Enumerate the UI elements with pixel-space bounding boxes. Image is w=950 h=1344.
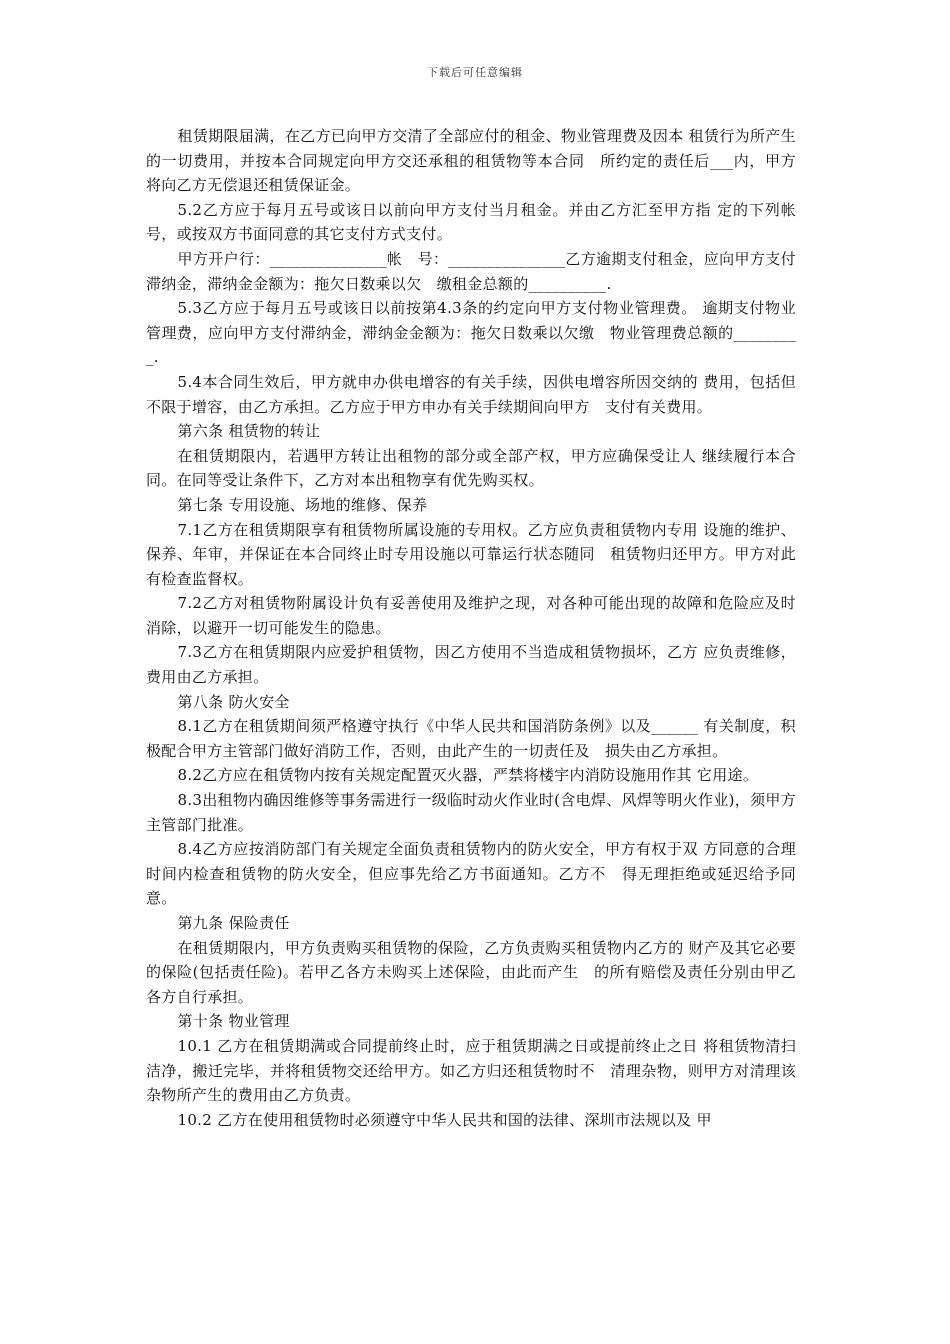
paragraph-8-1: 8.1乙方在租赁期间须严格遵守执行《中华人民共和国消防条例》以及______ 有关制度，积极配合甲方主管部门做好消防工作，否则，由此产生的一切责任及 损失由乙方承担。 <box>146 717 796 760</box>
paragraph-5-3: 5.3乙方应于每月五号或该日以前按第4.3条的约定向甲方支付物业管理费。 逾期支付物业管理费，应向甲方支付滞纳金，滞纳金金额为：拖欠日数乘以欠缴 物业管理费总额的_________. <box>146 299 796 367</box>
paragraph-10-1: 10.1 乙方在租赁期满或合同提前终止时，应于租赁期满之日或提前终止之日 将租赁物清扫洁净，搬迁完毕，并将租赁物交还给甲方。如乙方归还租赁物时不 清理杂物，则甲方对清理该杂物所产生的费用由乙方负责。 <box>146 1036 796 1105</box>
article-6-heading: 第六条 租赁物的转让 <box>177 422 321 441</box>
paragraph-5-2: 5.2乙方应于每月五号或该日以前向甲方支付当月租金。并由乙方汇至甲方指 定的下列帐号，或按双方书面同意的其它支付方式支付。 <box>146 200 796 244</box>
article-8-heading: 第八条 防火安全 <box>177 692 290 711</box>
paragraph-8-2: 8.2乙方应在租赁物内按有关规定配置灭火器，严禁将楼宇内消防设施用作其 它用途。 <box>177 766 759 785</box>
paragraph-10-2: 10.2 乙方在使用租赁物时必须遵守中华人民共和国的法律、深圳市法规以及 甲 <box>177 1110 712 1129</box>
paragraph-8-4: 8.4乙方应按消防部门有关规定全面负责租赁物内的防火安全，甲方有权于双 方同意的合理时间内检查租赁物的防火安全，但应事先给乙方书面通知。乙方不 得无理拒绝或延迟给予同意。 <box>146 840 796 908</box>
article-9-heading: 第九条 保险责任 <box>177 914 290 932</box>
paragraph-5-4: 5.4本合同生效后，甲方就申办供电增容的有关手续，因供电增容所因交纳的 费用，包括但不限于增容，由乙方承担。乙方应于甲方申办有关手续期间向甲方 支付有关费用。 <box>146 372 796 416</box>
document-body <box>146 124 796 1132</box>
paragraph-9: 在租赁期限内，甲方负责购买租赁物的保险，乙方负责购买租赁物内乙方的 财产及其它必要的保险(包括责任险)。若甲乙各方未购买上述保险，由此而产生 的所有赔偿及责任分别由甲乙各方自行承担。 <box>146 938 796 1006</box>
article-7-heading: 第七条 专用设施、场地的维修、保养 <box>177 495 428 514</box>
paragraph-6: 在租赁期限内，若遇甲方转让出租物的部分或全部产权，甲方应确保受让人 继续履行本合同。在同等受让条件下，乙方对本出租物享有优先购买权。 <box>146 446 796 490</box>
article-10-heading: 第十条 物业管理 <box>177 1012 290 1031</box>
paragraph-deposit-return: 租赁期限届满，在乙方已向甲方交清了全部应付的租金、物业管理费及因本 租赁行为所产生的一切费用，并按本合同规定向甲方交还承租的租赁物等本合同 所约定的责任后___内，甲方将向乙方无偿退还租赁保证金。 <box>146 127 796 195</box>
paragraph-7-1: 7.1乙方在租赁期限享有租赁物所属设施的专用权。乙方应负责租赁物内专用 设施的维护、保养、年审，并保证在本合同终止时专用设施以可靠运行状态随同 租赁物归还甲方。甲方对此有检查监督权。 <box>146 520 796 588</box>
paragraph-8-3: 8.3出租物内确因维修等事务需进行一级临时动火作业时(含电焊、风焊等明火作业)，须甲方主管部门批准。 <box>146 791 796 834</box>
page-header: 下载后可任意编辑 <box>427 66 523 79</box>
paragraph-7-2: 7.2乙方对租赁物附属设计负有妥善使用及维护之现，对各种可能出现的故障和危险应及时消除，以避开一切可能发生的隐患。 <box>146 594 796 637</box>
paragraph-bank-account: 甲方开户行：_______________帐 号：_______________乙方逾期支付租金，应向甲方支付滞纳金，滞纳金金额为：拖欠日数乘以欠 缴租金总额的__________. <box>146 249 796 293</box>
paragraph-7-3: 7.3乙方在租赁期限内应爱护租赁物，因乙方使用不当造成租赁物损坏，乙方 应负责维修，费用由乙方承担。 <box>146 643 796 687</box>
